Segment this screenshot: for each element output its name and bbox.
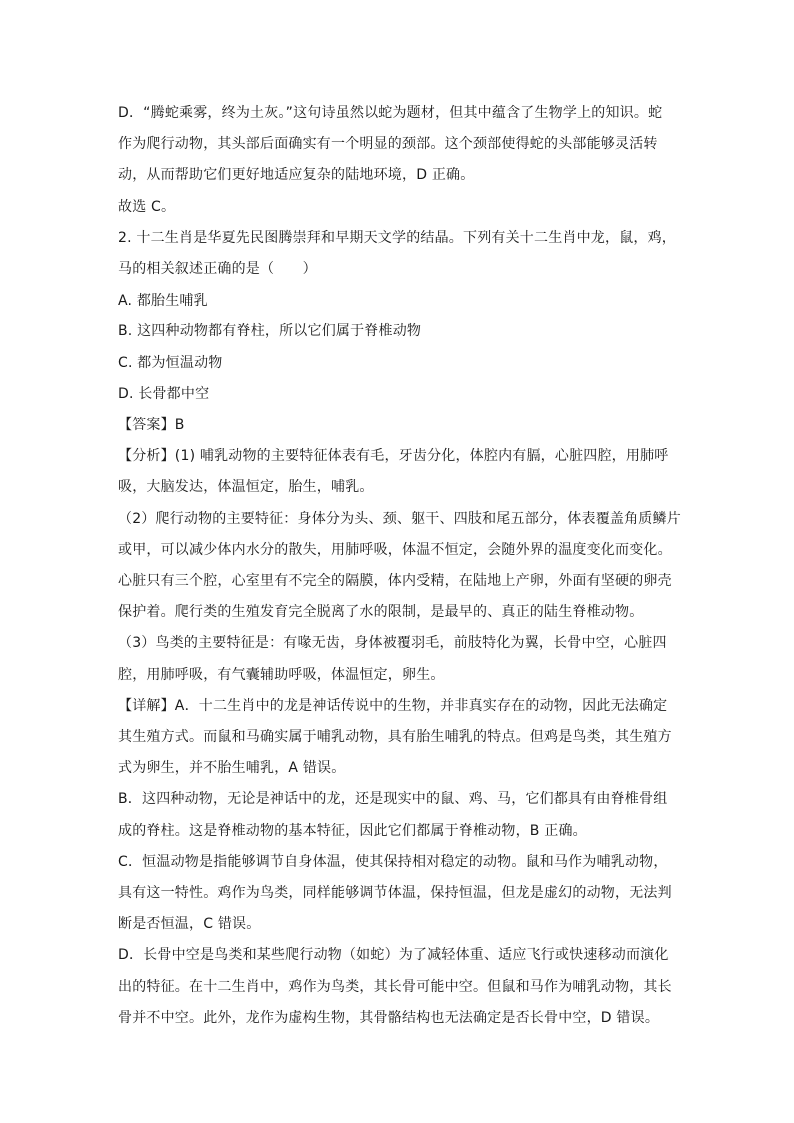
text-line: 动，从而帮助它们更好地适应复杂的陆地环境，D 正确。	[118, 167, 475, 183]
detail-line: B．这四种动物，无论是神话中的龙，还是现实中的鼠、鸡、马，它们都具有由脊椎骨组	[118, 791, 668, 807]
option-a: A. 都胎生哺乳	[118, 293, 208, 309]
detail-line: 出的特征。在十二生肖中，鸡作为鸟类，其长骨可能中空。但鼠和马作为哺乳动物，其长	[118, 979, 672, 995]
detail-line: 具有这一特性。鸡作为鸟类，同样能够调节体温，保持恒温，但龙是虚幻的动物，无法判	[118, 885, 672, 901]
analysis-line: 【分析】(1) 哺乳动物的主要特征体表有毛，牙齿分化，体腔内有膈，心脏四腔，用肺呼	[118, 448, 669, 464]
analysis-line: 腔，用肺呼吸，有气囊辅助呼吸，体温恒定，卵生。	[118, 667, 445, 683]
analysis-line: 吸，大脑发达，体温恒定，胎生，哺乳。	[118, 479, 374, 495]
detail-line: 骨并不中空。此外，龙作为虚构生物，其骨骼结构也无法确定是否长骨中空，D 错误。	[118, 1010, 660, 1026]
option-d: D. 长骨都中空	[118, 386, 210, 402]
detail-line: 成的脊柱。这是脊椎动物的基本特征，因此它们都属于脊椎动物，B 正确。	[118, 823, 587, 839]
analysis-line: （3）鸟类的主要特征是：有喙无齿，身体被覆羽毛，前肢特化为翼，长骨中空，心脏四	[118, 635, 667, 651]
option-c: C. 都为恒温动物	[118, 355, 223, 371]
detail-line: C．恒温动物是指能够调节自身体温，使其保持相对稳定的动物。鼠和马作为哺乳动物，	[118, 854, 668, 870]
detail-line: 式为卵生，并不胎生哺乳，A 错误。	[118, 760, 346, 776]
question-stem: 2. 十二生肖是华夏先民图腾崇拜和早期天文学的结晶。下列有关十二生肖中龙，鼠，鸡，	[118, 230, 677, 246]
question-stem: 马的相关叙述正确的是（ ）	[118, 261, 317, 277]
text-line: D．“腾蛇乘雾，终为土灰。”这句诗虽然以蛇为题材，但其中蕴含了生物学上的知识。蛇	[118, 105, 663, 121]
analysis-line: （2）爬行动物的主要特征：身体分为头、颈、躯干、四肢和尾五部分，体表覆盖角质鳞片	[118, 511, 681, 527]
answer-line: 【答案】B	[118, 417, 185, 433]
detail-line: D．长骨中空是鸟类和某些爬行动物（如蛇）为了减轻体重、适应飞行或快速移动而演化	[118, 947, 669, 963]
analysis-line: 心脏只有三个腔，心室里有不完全的隔膜，体内受精，在陆地上产卵，外面有坚硬的卵壳	[118, 573, 672, 589]
text-line: 故选 C。	[118, 199, 176, 215]
detail-line: 断是否恒温，C 错误。	[118, 916, 261, 932]
text-line: 作为爬行动物，其头部后面确实有一个明显的颈部。这个颈部使得蛇的头部能够灵活转	[118, 136, 658, 152]
detail-line: 其生殖方式。而鼠和马确实属于哺乳动物，具有胎生哺乳的特点。但鸡是鸟类，其生殖方	[118, 729, 672, 745]
analysis-line: 保护着。爬行类的生殖发育完全脱离了水的限制，是最早的、真正的陆生脊椎动物。	[118, 604, 644, 620]
option-b: B. 这四种动物都有脊柱，所以它们属于脊椎动物	[118, 323, 422, 339]
detail-line: 【详解】A．十二生肖中的龙是神话传说中的生物，并非真实存在的动物，因此无法确定	[118, 698, 668, 714]
analysis-line: 或甲，可以减少体内水分的散失，用肺呼吸，体温不恒定，会随外界的温度变化而变化。	[118, 542, 672, 558]
